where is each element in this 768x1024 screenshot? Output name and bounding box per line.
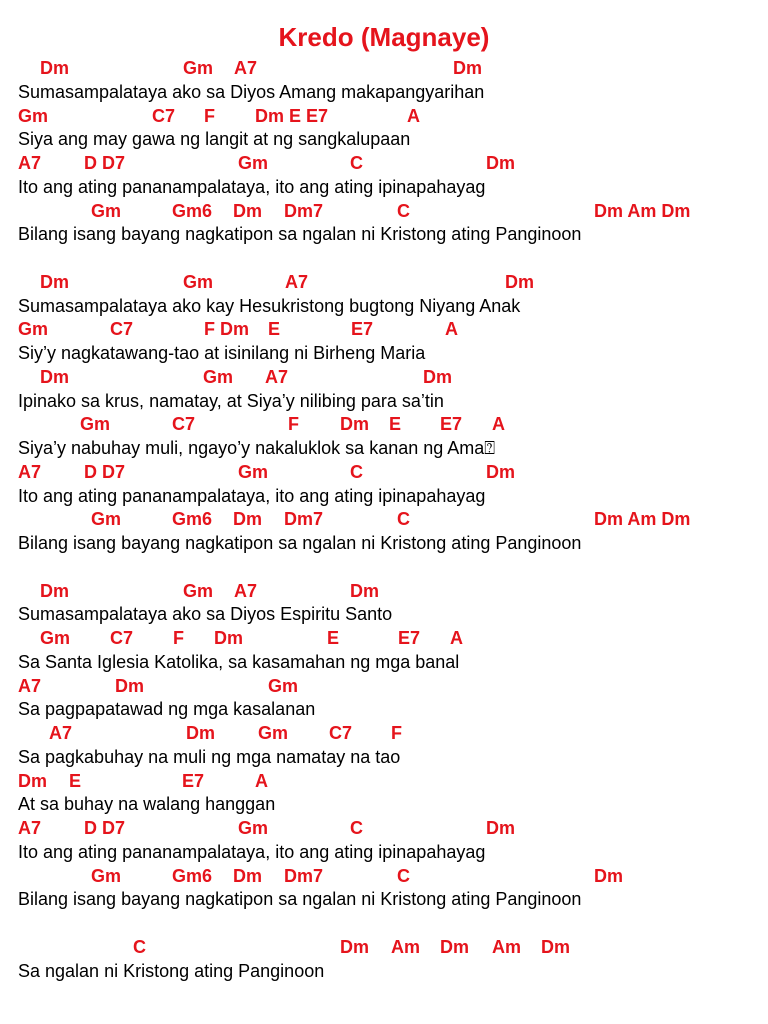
lyric-line: At sa buhay na walang hanggan xyxy=(18,794,276,815)
song-line xyxy=(0,413,768,461)
chord-label: Dm xyxy=(486,461,516,482)
chord-label: Dm xyxy=(233,509,263,530)
song-line xyxy=(0,461,768,509)
chord-row xyxy=(0,57,768,81)
chord-label: C xyxy=(350,818,363,838)
chord-sheet xyxy=(0,57,768,983)
chord-label: Gm xyxy=(18,319,49,340)
chord-label: Gm xyxy=(91,865,122,886)
chord-label: Dm xyxy=(40,271,70,292)
chord-row xyxy=(0,508,768,532)
lyric-line: Sumasampalataya ako sa Diyos Espiritu Santo xyxy=(18,604,393,625)
chord-label: C7 xyxy=(172,414,196,435)
chord-row xyxy=(0,722,768,746)
chord-label: Dm xyxy=(350,580,380,601)
lyric-line: Siya ang may gawa ng langit at ng sangkalupaan xyxy=(18,129,411,150)
lyric-row xyxy=(0,81,768,105)
song-line xyxy=(0,318,768,366)
chord-label: Dm E E7 xyxy=(255,105,329,126)
chord-label: Dm xyxy=(233,200,263,221)
chord-label: A7 xyxy=(18,675,42,696)
chord-label: F xyxy=(288,414,299,435)
chord-row xyxy=(0,936,768,960)
chord-label: Gm xyxy=(91,509,122,530)
chord-label: D D7 xyxy=(84,153,126,173)
chord-label: Dm xyxy=(115,675,145,696)
chord-label: A7 xyxy=(18,153,42,173)
chord-row xyxy=(0,413,768,437)
lyric-row xyxy=(0,176,768,200)
chord-label: F xyxy=(204,105,215,126)
chord-label: E xyxy=(327,628,340,648)
lyric-line: Bilang isang bayang nagkatipon sa ngalan ni Kristong ating Panginoon xyxy=(18,533,582,553)
song-line xyxy=(0,722,768,770)
chord-label: C xyxy=(397,200,410,221)
chord-label: Dm xyxy=(40,580,70,601)
chord-row xyxy=(0,152,768,176)
verse-1 xyxy=(0,57,768,247)
lyric-row xyxy=(0,603,768,627)
chord-label: Dm xyxy=(214,628,244,648)
chord-label: A7 xyxy=(18,818,42,838)
chord-label: Dm xyxy=(594,865,624,886)
chord-label: E7 xyxy=(351,319,374,340)
lyric-row xyxy=(0,841,768,865)
chord-row xyxy=(0,271,768,295)
lyric-line: Sumasampalataya ako sa Diyos Amang makapangyarihan xyxy=(18,81,485,102)
chord-label: Dm xyxy=(186,723,216,743)
chord-label: Dm xyxy=(505,271,535,292)
chord-label: Dm xyxy=(40,366,70,387)
song-line xyxy=(0,271,768,319)
lyric-line: Bilang isang bayang nagkatipon sa ngalan ni Kristong ating Panginoon xyxy=(18,224,582,245)
song-line xyxy=(0,580,768,628)
chord-label: Dm Am Dm xyxy=(594,200,691,221)
chord-row xyxy=(0,675,768,699)
chord-label: A7 xyxy=(49,723,73,743)
chord-label: Gm xyxy=(18,105,49,126)
song-line xyxy=(0,627,768,675)
lyric-row xyxy=(0,128,768,152)
lyric-line: Sa Santa Iglesia Katolika, sa kasamahan ng mga banal xyxy=(18,651,460,672)
chord-label: A7 xyxy=(234,58,258,78)
chord-label: C7 xyxy=(152,105,176,126)
chord-label: E xyxy=(69,770,82,791)
song-line xyxy=(0,936,768,984)
chord-label: Dm xyxy=(340,414,370,435)
verse-spacer xyxy=(0,556,768,580)
lyric-line: Sa pagkabuhay na muli ng mga namatay na tao xyxy=(18,746,401,767)
song-title: Kredo (Magnaye) xyxy=(278,22,490,52)
chord-label: C xyxy=(133,936,146,957)
chord-label: F xyxy=(173,628,184,648)
chord-label: Gm xyxy=(91,200,122,221)
chord-label: Am xyxy=(492,936,522,957)
chord-label: D D7 xyxy=(84,461,126,482)
chord-label: Dm xyxy=(486,153,516,173)
chord-label: Gm xyxy=(203,366,234,387)
lyric-row xyxy=(0,532,768,556)
chord-label: Gm xyxy=(183,271,214,292)
chord-label: A xyxy=(450,628,463,648)
lyric-row xyxy=(0,485,768,509)
chord-label: E7 xyxy=(440,414,463,435)
lyric-line: Ipinako sa krus, namatay, at Siya’y nilibing para sa’tin xyxy=(18,390,444,411)
chord-label: A xyxy=(445,319,458,340)
lyric-line: Siya’y nabuhay muli, ngayo’y nakaluklok sa kanan ng Ama⍰ xyxy=(18,438,496,458)
verse-2 xyxy=(0,271,768,556)
chord-label: E7 xyxy=(398,628,421,648)
chord-label: Dm xyxy=(340,936,370,957)
song-line xyxy=(0,675,768,723)
chord-label: Gm xyxy=(183,580,214,601)
chord-label: F Dm xyxy=(204,319,249,340)
verse-4 xyxy=(0,936,768,984)
song-line xyxy=(0,200,768,248)
chord-label: A7 xyxy=(265,366,289,387)
lyric-row xyxy=(0,437,768,461)
chord-row xyxy=(0,580,768,604)
lyric-line: Ito ang ating pananampalataya, ito ang ating ipinapahayag xyxy=(18,176,486,197)
chord-label: Dm7 xyxy=(284,865,324,886)
chord-row xyxy=(0,770,768,794)
chord-row xyxy=(0,366,768,390)
lyric-row xyxy=(0,793,768,817)
lyric-row xyxy=(0,390,768,414)
chord-row xyxy=(0,461,768,485)
song-line xyxy=(0,770,768,818)
lyric-line: Sa pagpapatawad ng mga kasalanan xyxy=(18,699,316,720)
chord-label: A7 xyxy=(234,580,258,601)
chord-label: C xyxy=(350,461,363,482)
chord-label: Gm xyxy=(258,723,289,743)
lyric-row xyxy=(0,698,768,722)
chord-label: Dm xyxy=(440,936,470,957)
song-line xyxy=(0,508,768,556)
chord-label: A xyxy=(255,770,268,791)
chord-label: Dm xyxy=(453,58,483,78)
chord-label: Dm xyxy=(18,770,48,791)
chord-row xyxy=(0,105,768,129)
lyric-row xyxy=(0,295,768,319)
chord-label: Dm xyxy=(40,58,70,78)
verse-spacer xyxy=(0,912,768,936)
chord-label: Gm xyxy=(238,461,269,482)
chord-label: C7 xyxy=(110,628,134,648)
chord-label: Gm6 xyxy=(172,200,213,221)
song-line xyxy=(0,817,768,865)
chord-label: C xyxy=(397,865,410,886)
verse-3 xyxy=(0,580,768,913)
chord-label: C xyxy=(397,509,410,530)
chord-label: A7 xyxy=(18,461,42,482)
chord-label: C7 xyxy=(329,723,353,743)
chord-label: D D7 xyxy=(84,818,126,838)
chord-label: Gm6 xyxy=(172,865,213,886)
chord-row xyxy=(0,817,768,841)
lyric-line: Ito ang ating pananampalataya, ito ang ating ipinapahayag xyxy=(18,841,486,862)
song-line xyxy=(0,105,768,153)
chord-label: Dm Am Dm xyxy=(594,509,691,530)
chord-label: A xyxy=(492,414,505,435)
lyric-row xyxy=(0,223,768,247)
lyric-line: Bilang isang bayang nagkatipon sa ngalan ni Kristong ating Panginoon xyxy=(18,889,582,910)
chord-label: C xyxy=(350,153,363,173)
chord-label: Gm xyxy=(238,153,269,173)
lyric-row xyxy=(0,888,768,912)
chord-label: Am xyxy=(391,936,421,957)
chord-label: Gm xyxy=(268,675,299,696)
lyric-row xyxy=(0,960,768,984)
chord-label: Gm6 xyxy=(172,509,213,530)
lyric-line: Sa ngalan ni Kristong ating Panginoon xyxy=(18,960,325,981)
chord-row xyxy=(0,318,768,342)
song-line xyxy=(0,57,768,105)
chord-label: Dm7 xyxy=(284,200,324,221)
chord-label: Dm xyxy=(423,366,453,387)
chord-label: Gm xyxy=(183,58,214,78)
chord-row xyxy=(0,865,768,889)
lyric-line: Sumasampalataya ako kay Hesukristong bugtong Niyang Anak xyxy=(18,295,521,316)
song-line xyxy=(0,152,768,200)
lyric-line: Ito ang ating pananampalataya, ito ang ating ipinapahayag xyxy=(18,485,486,506)
chord-label: Gm xyxy=(80,414,111,435)
chord-label: F xyxy=(391,723,402,743)
chord-label: A xyxy=(407,105,420,126)
verse-spacer xyxy=(0,247,768,271)
lyric-row xyxy=(0,746,768,770)
chord-label: Dm xyxy=(486,818,516,838)
chord-label: Dm xyxy=(233,865,263,886)
lyric-row xyxy=(0,651,768,675)
chord-label: A7 xyxy=(285,271,309,292)
chord-label: E xyxy=(389,414,402,435)
chord-row xyxy=(0,200,768,224)
lyric-row xyxy=(0,342,768,366)
chord-label: C7 xyxy=(110,319,134,340)
chord-label: Gm xyxy=(238,818,269,838)
chord-label: E xyxy=(268,319,281,340)
chord-label: Dm xyxy=(541,936,571,957)
chord-label: Dm7 xyxy=(284,509,324,530)
chord-row xyxy=(0,627,768,651)
chord-label: E7 xyxy=(182,770,205,791)
chord-label: Gm xyxy=(40,628,71,648)
lyric-line: Siy’y nagkatawang-tao at isinilang ni Birheng Maria xyxy=(18,343,426,363)
song-line xyxy=(0,366,768,414)
song-line xyxy=(0,865,768,913)
